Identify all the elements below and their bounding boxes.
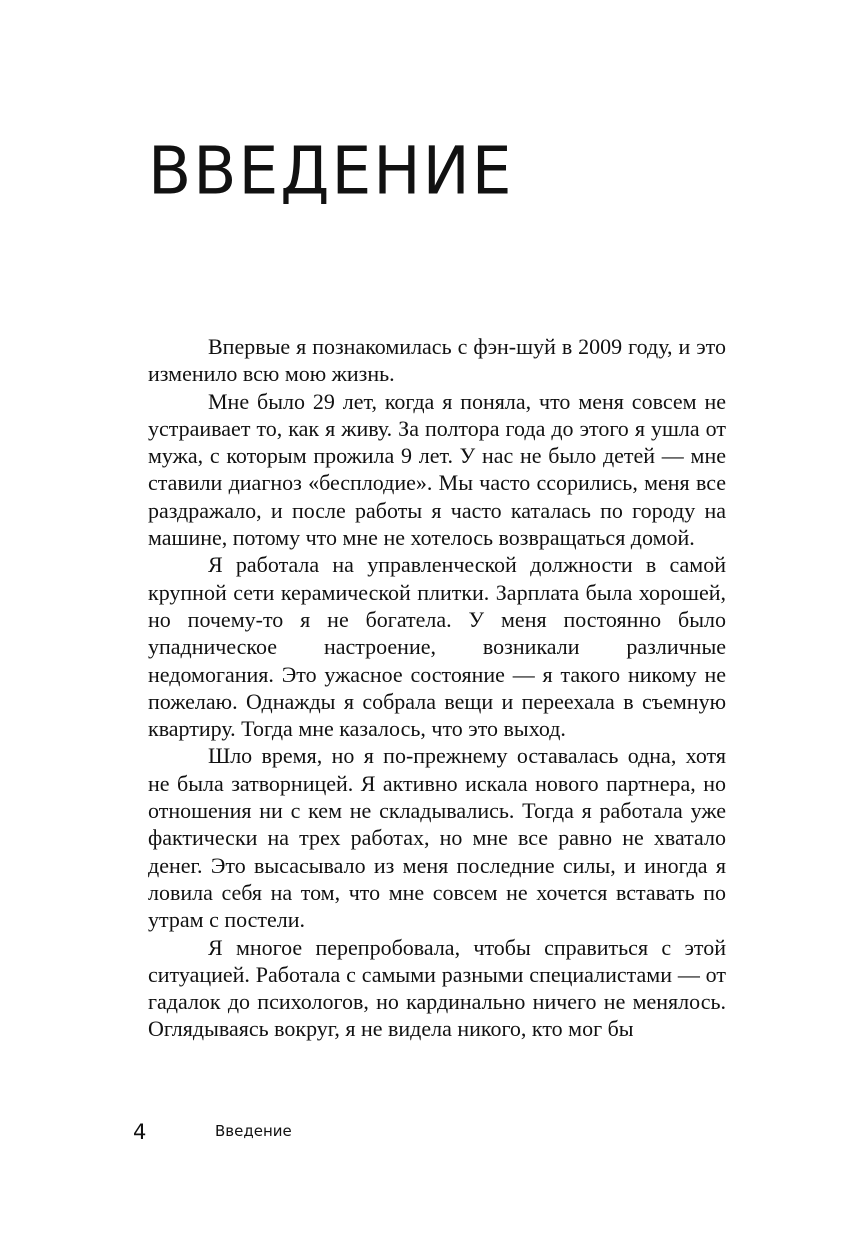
body-text bbox=[148, 333, 726, 1043]
paragraph: Впервые я познакомилась с фэн-шуй в 2009 году, и это изменило всю мою жизнь. bbox=[148, 334, 726, 387]
chapter-title: ВВЕДЕНИЕ bbox=[148, 132, 514, 210]
running-title: Введение bbox=[215, 1122, 292, 1140]
page-number: 4 bbox=[133, 1120, 147, 1144]
paragraph: Мне было 29 лет, когда я поняла, что меня совсем не устраивает то, как я живу. За полтора года до этого я ушла от мужа, с которым прожила 9 лет. У нас не было детей — мне ставили диагноз «бесплодие». Мы часто ссорились, меня все раздражало, и после работы я часто каталась по городу на машине, потому что мне не хотелось возвращаться домой. bbox=[148, 388, 726, 551]
paragraph: Я многое перепробовала, чтобы справиться с этой ситуацией. Работала с самыми разными специалистами — от гадалок до психологов, но кардинально ничего не менялось. Оглядываясь вокруг, я не видела никого, кто мог бы bbox=[148, 934, 726, 1042]
paragraph: Шло время, но я по-прежнему оставалась одна, хотя не была затворницей. Я активно искала нового партнера, но отношения ни с кем не складывались. Тогда я работала уже фактически на трех работах, но мне все равно не хватало денег. Это высасывало из меня последние силы, и иногда я ловила себя на том, что мне совсем не хочется вставать по утрам с постели. bbox=[148, 743, 726, 933]
paragraph: Я работала на управленческой должности в самой крупной сети керамической плитки. Зарплата была хорошей, но почему-то я не богатела. У меня постоянно было упадническое настроение, возникали различные недомогания. Это ужасное состояние — я такого никому не пожелаю. Однажды я собрала вещи и переехала в съемную квартиру. Тогда мне казалось, что это выход. bbox=[148, 552, 726, 742]
